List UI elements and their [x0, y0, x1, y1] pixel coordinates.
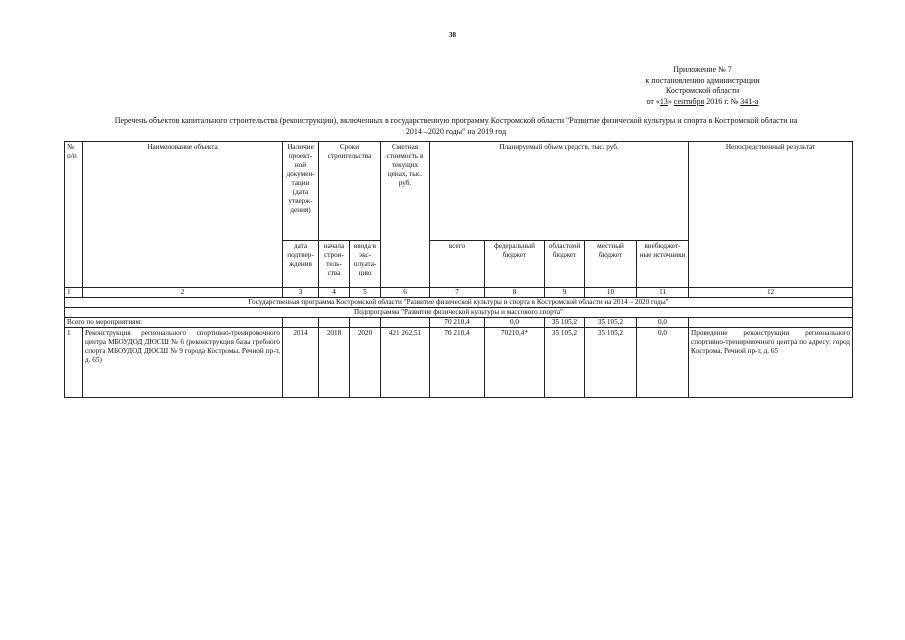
row-start: 2018 — [319, 328, 350, 398]
title-line2: 2014 –2020 годы" на 2019 год — [405, 126, 507, 136]
column-number: 8 — [485, 288, 545, 298]
header-commission: ввода в экс-плуата-цию — [350, 241, 381, 288]
row-local: 35 105,2 — [585, 328, 637, 398]
row-regional: 35 105,2 — [545, 328, 585, 398]
column-number: 10 — [585, 288, 637, 298]
total-label: Всего по мероприятиям: — [65, 318, 283, 328]
row-commission: 2020 — [350, 328, 381, 398]
header-local: местный бюджет — [585, 241, 637, 288]
row-extra: 0,0 — [637, 328, 689, 398]
header-total: всего — [430, 241, 485, 288]
subprogram-title: Подпрограмма "Развитие физической культуры и массового спорта" — [65, 308, 853, 318]
total-extra: 0,0 — [637, 318, 689, 328]
objects-table — [64, 141, 853, 398]
column-number: 12 — [689, 288, 853, 298]
total-local: 35 105,2 — [585, 318, 637, 328]
date-year: 2016 г. № — [704, 96, 741, 106]
column-number: 1 — [65, 288, 83, 298]
total-sum: 70 210,4 — [430, 318, 485, 328]
header-planned: Планируемый объем средств, тыс. руб. — [430, 142, 689, 241]
total-federal: 0,0 — [485, 318, 545, 328]
row-name: Реконструкция регионального спортивно-тренировочного центра МБОУДОД ДЮСШ № 6 (реконструкция базы гребного спорта МБОУДОД ДЮСШ № 9 города Костромы, Речной пр-т, д. 65) — [83, 328, 283, 398]
header-name: Наименование объекта — [83, 142, 283, 288]
program-title: Государственная программа Костромской области "Развитие физической культуры и спорта в Костромской области на 2014 – 2020 годы" — [65, 298, 853, 308]
column-number: 4 — [319, 288, 350, 298]
date-month: сентября — [673, 96, 705, 106]
column-number: 7 — [430, 288, 485, 298]
header-terms: Сроки строительства — [319, 142, 381, 241]
row-federal: 70210,4* — [485, 328, 545, 398]
header-start: начала строи-тель-ства — [319, 241, 350, 288]
decree-number: 341-а — [740, 96, 759, 106]
column-number: 11 — [637, 288, 689, 298]
header-row — [65, 142, 853, 241]
document-title — [66, 116, 846, 137]
header-extra: внебюджет-ные источники — [637, 241, 689, 288]
total-regional: 35 105,2 — [545, 318, 585, 328]
date-mid: » — [667, 96, 674, 106]
header-regional: областной бюджет — [545, 241, 585, 288]
appendix-line2: к постановлению администрации — [645, 75, 760, 85]
column-number: 9 — [545, 288, 585, 298]
program-row — [65, 298, 853, 308]
title-line1: Перечень объектов капитального строительства (реконструкции), включенных в государственную программу Костромской области "Развитие физической культуры и спорта в Костромской области на — [114, 116, 798, 125]
appendix-line3: Костромской области — [665, 86, 740, 95]
column-number: 2 — [83, 288, 283, 298]
column-number: 6 — [381, 288, 430, 298]
appendix-line4 — [600, 97, 805, 108]
row-cost: 421 262,51 — [381, 328, 430, 398]
header-docs: Наличие проект-ной докумен-тации (дата утверж-дения) — [283, 142, 319, 241]
date-day: 13 — [659, 96, 668, 106]
page-number: 38 — [449, 31, 456, 39]
appendix-header — [600, 65, 805, 107]
header-result: Непосредственный результат — [689, 142, 853, 288]
header-federal: федеральный бюджет — [485, 241, 545, 288]
date-prefix: от « — [646, 96, 660, 106]
table-row — [65, 328, 853, 398]
column-number: 5 — [350, 288, 381, 298]
column-numbers-row — [65, 288, 853, 298]
column-number: 3 — [283, 288, 319, 298]
header-num: № п/п — [65, 142, 83, 288]
subprogram-row — [65, 308, 853, 318]
row-num: 1 — [65, 328, 83, 398]
row-total: 70 210,4 — [430, 328, 485, 398]
row-docs: 2014 — [283, 328, 319, 398]
row-result: Проведение реконструкции регионального спортивно-тренировочного центра по адресу: город Кострома, Речной пр-т, д. 65 — [689, 328, 853, 398]
appendix-line1: Приложение № 7 — [673, 65, 732, 74]
header-cost: Сметная стоимость в текущих ценах, тыс. руб. — [381, 142, 430, 288]
total-row — [65, 318, 853, 328]
header-docs-date: дата подтвер-ждения — [283, 241, 319, 288]
